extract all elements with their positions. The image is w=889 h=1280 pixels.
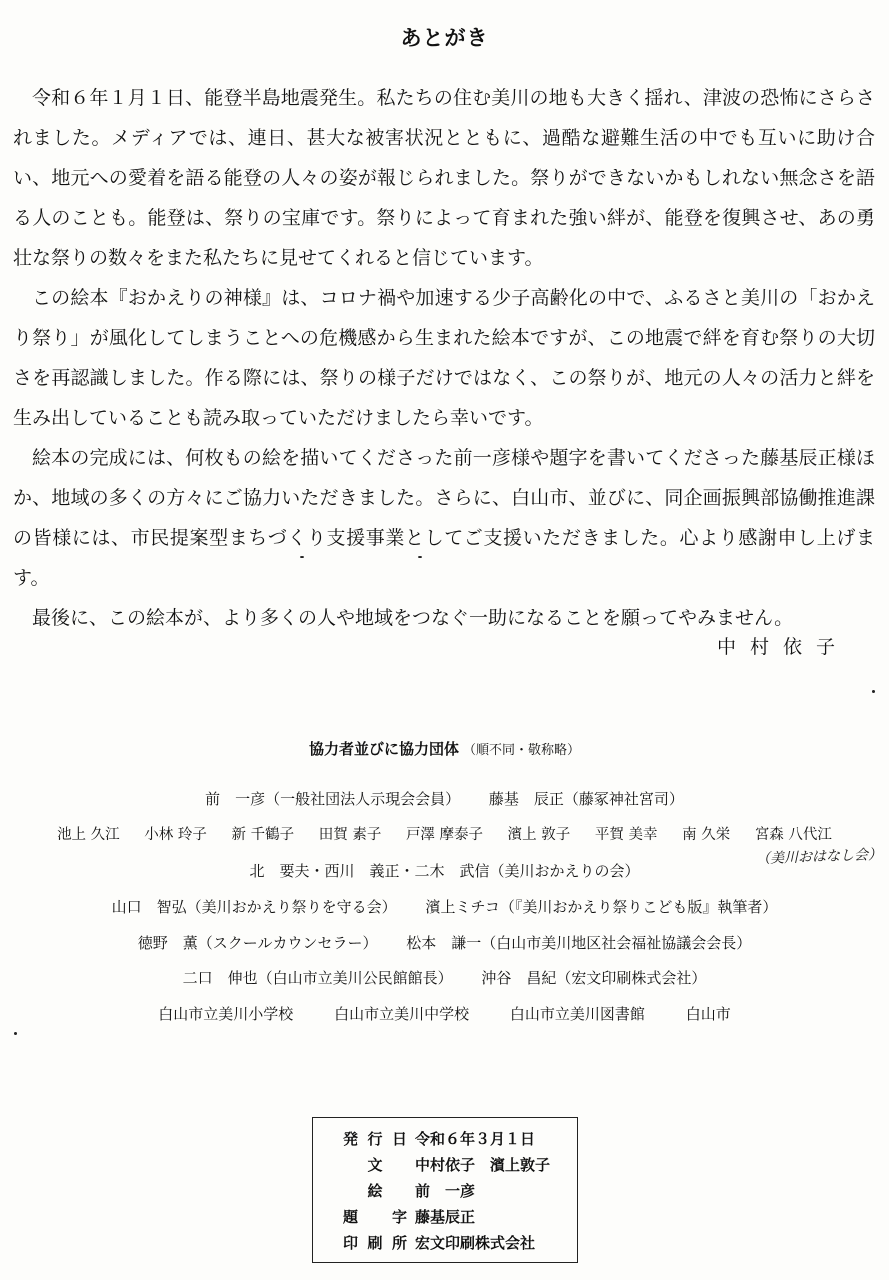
credit-entry: 松本 謙一（白山市美川地区社会福祉協議会会長） (406, 934, 752, 952)
imprint-line (343, 1152, 577, 1178)
credit-entry: 濱上 敦子 (507, 827, 571, 843)
credit-entry: 沖谷 昌紀（宏文印刷株式会社） (481, 969, 707, 987)
paragraph: 令和６年１月１日、能登半島地震発生。私たちの住む美川の地も大きく揺れ、津波の恐怖にさらされました。メディアでは、連日、甚大な被害状況とともに、過酷な避難生活の中でも互いに助け合い、地元への愛着を語る能登の人々の姿が報じられました。祭りができないかもしれない無念さを語る人のことも。能登は、祭りの宝庫です。祭りによって育まれた強い絆が、能登を復興させ、あの勇壮な祭りの数々をまた私たちに見せてくれると信じています。 (13, 87, 875, 269)
credits-row (0, 932, 889, 953)
imprint-line (343, 1126, 577, 1152)
imprint-value: 令和６年３月１日 (415, 1130, 536, 1148)
credits-row (0, 896, 889, 917)
credits-heading-note: （順不同・敬称略） (463, 743, 581, 758)
imprint-value: 前 一彦 (415, 1182, 476, 1200)
page-title: あとがき (400, 25, 489, 50)
credits-row (0, 788, 889, 809)
credit-entry: 白山市立美川中学校 (334, 1005, 470, 1023)
paragraph: 絵本の完成には、何枚もの絵を描いてくださった前一彦様や題字を書いてくださった藤基辰正様ほか、地域の多くの方々にご協力いただきました。さらに、白山市、並びに、同企画振興部協働推進課の皆様には、市民提案型まちづくり支援事業としてご支援いただきました。心より感謝申し上げます。 (13, 447, 875, 589)
credit-entry: 池上 久江 (57, 827, 120, 843)
credit-entry: 小林 玲子 (144, 827, 207, 843)
credits-row (0, 967, 889, 988)
imprint-label: 題字 (343, 1208, 407, 1226)
credit-entry: 二口 伸也（白山市立美川公民館館長） (182, 969, 453, 987)
imprint-line (343, 1204, 577, 1230)
imprint-box (312, 1117, 578, 1263)
scan-speck (418, 556, 422, 558)
scan-speck (14, 1032, 17, 1035)
credit-entry: 白山市 (685, 1005, 731, 1023)
credit-entry: 戸澤 摩泰子 (405, 827, 484, 843)
credit-entry: 田賀 素子 (318, 827, 382, 843)
credits-heading-text: 協力者並びに協力団体 (308, 740, 459, 758)
credit-entry: 藤基 辰正（藤冢神社宮司） (488, 790, 684, 808)
credit-entry: 南 久栄 (682, 827, 731, 843)
imprint-label: 発行日 (343, 1130, 407, 1148)
credit-entry: 北 要夫・西川 義正・二木 武信（美川おかえりの会） (249, 862, 640, 880)
credit-entry: 白山市立美川図書館 (509, 1005, 645, 1023)
afterword-body (13, 78, 875, 638)
credits-row (0, 823, 889, 844)
credit-entry: 平賀 美幸 (594, 827, 658, 843)
credit-entry: 宮森 八代江 (754, 827, 832, 843)
scan-speck (300, 556, 304, 558)
imprint-value: 藤基辰正 (415, 1208, 476, 1226)
imprint-value: 宏文印刷株式会社 (415, 1234, 536, 1252)
credit-entry: 前 一彦（一般社団法人示現会会員） (205, 790, 461, 808)
imprint-label: 絵 (367, 1182, 383, 1200)
handwritten-note: （美川おはなし会） (755, 846, 883, 868)
credit-entry: 徳野 薫（スクールカウンセラー） (137, 934, 378, 952)
credit-entry: 山口 智弘（美川おかえり祭りを守る会） (111, 898, 397, 916)
imprint-label: 文 (367, 1156, 383, 1174)
paragraph: この絵本『おかえりの神様』は、コロナ禍や加速する少子高齢化の中で、ふるさと美川の「おかえり祭り」が風化してしまうことへの危機感から生まれた絵本ですが、この地震で絆を育む祭りの大切さを再認識しました。作る際には、祭りの様子だけではなく、この祭りが、地元の人々の活力と絆を生み出していることも読み取っていただけましたら幸いです。 (13, 287, 875, 429)
credit-entry: 白山市立美川小学校 (158, 1005, 294, 1023)
credits-row (0, 1003, 889, 1024)
paragraph: 最後に、この絵本が、より多くの人や地域をつなぐ一助になることを願ってやみません。 (32, 607, 794, 629)
imprint-line (343, 1230, 577, 1256)
credits-heading (0, 738, 889, 759)
credit-entry: 濱上ミチコ（『美川おかえり祭りこども版』執筆者） (425, 898, 778, 916)
imprint-value: 中村依子 濱上敦子 (415, 1156, 551, 1174)
author-name: 中村依子 (716, 636, 849, 658)
credits-row (0, 860, 889, 881)
credit-entry: 新 千鶴子 (231, 827, 295, 843)
scan-speck (872, 690, 875, 693)
imprint-label: 印刷所 (343, 1234, 407, 1252)
imprint-line (343, 1178, 577, 1204)
